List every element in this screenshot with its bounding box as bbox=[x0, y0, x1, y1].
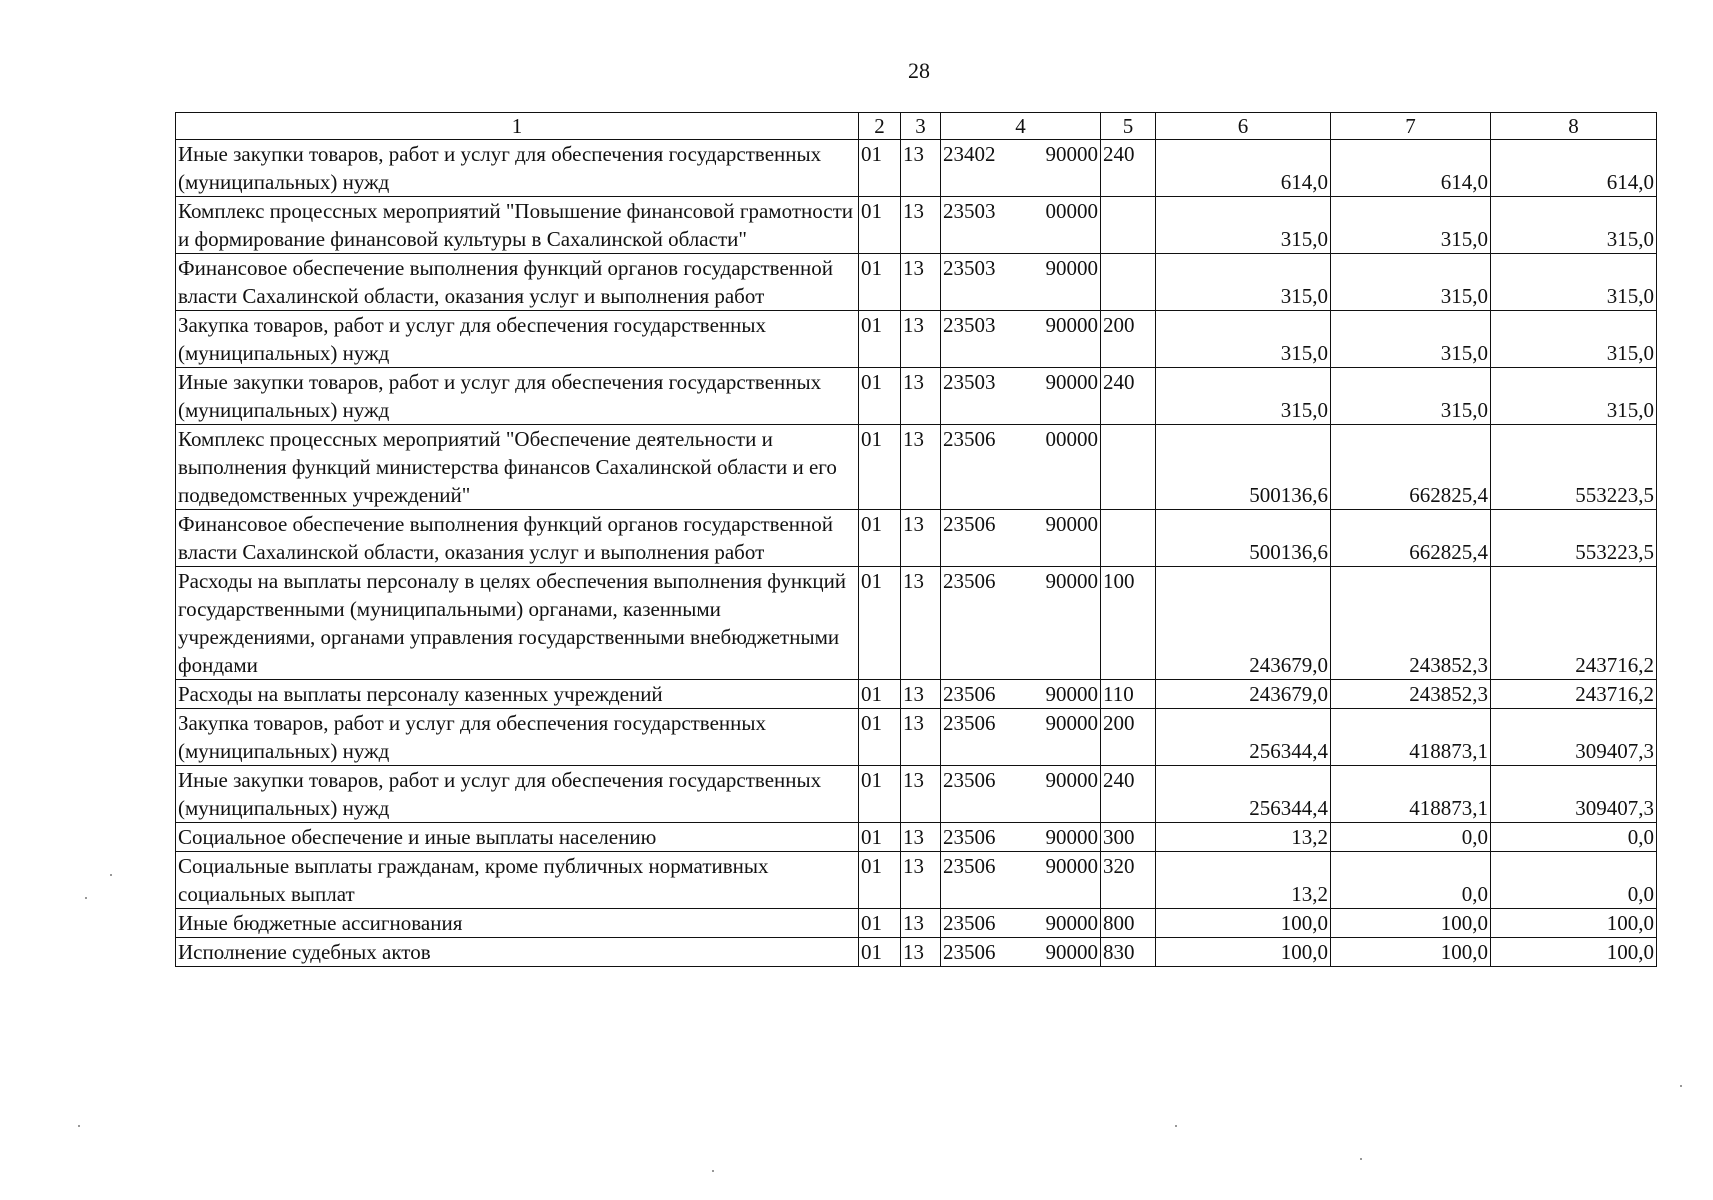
code-section: 01 bbox=[859, 709, 901, 766]
amount-col7: 0,0 bbox=[1331, 852, 1491, 909]
code-program: 23506 bbox=[943, 569, 996, 593]
scan-speck bbox=[85, 897, 87, 899]
code-direction: 90000 bbox=[1045, 569, 1098, 593]
code-subsection: 13 bbox=[901, 311, 941, 368]
table-row bbox=[176, 197, 1657, 254]
scan-speck bbox=[712, 1170, 714, 1172]
code-section: 01 bbox=[859, 311, 901, 368]
table-row bbox=[176, 140, 1657, 197]
table-row bbox=[176, 709, 1657, 766]
code-program: 23402 bbox=[943, 142, 996, 166]
header-cell: 1 bbox=[176, 113, 859, 140]
table-row bbox=[176, 567, 1657, 680]
code-direction: 90000 bbox=[1045, 825, 1098, 849]
amount-col7: 243852,3 bbox=[1331, 567, 1491, 680]
code-target-article bbox=[941, 709, 1101, 766]
row-name: Иные бюджетные ассигнования bbox=[176, 909, 859, 938]
code-section: 01 bbox=[859, 254, 901, 311]
amount-col7: 662825,4 bbox=[1331, 510, 1491, 567]
table-row bbox=[176, 680, 1657, 709]
code-expense-type: 320 bbox=[1101, 852, 1156, 909]
code-subsection: 13 bbox=[901, 823, 941, 852]
code-expense-type: 800 bbox=[1101, 909, 1156, 938]
code-direction: 90000 bbox=[1045, 682, 1098, 706]
code-direction: 90000 bbox=[1045, 256, 1098, 280]
amount-col6: 243679,0 bbox=[1156, 680, 1331, 709]
code-direction: 90000 bbox=[1045, 711, 1098, 735]
code-program: 23506 bbox=[943, 682, 996, 706]
code-expense-type bbox=[1101, 197, 1156, 254]
amount-col6: 614,0 bbox=[1156, 140, 1331, 197]
code-expense-type bbox=[1101, 254, 1156, 311]
scan-speck bbox=[1680, 1085, 1682, 1087]
amount-col6: 100,0 bbox=[1156, 938, 1331, 967]
code-section: 01 bbox=[859, 197, 901, 254]
code-expense-type: 110 bbox=[1101, 680, 1156, 709]
amount-col6: 500136,6 bbox=[1156, 425, 1331, 510]
code-direction: 00000 bbox=[1045, 199, 1098, 223]
code-direction: 90000 bbox=[1045, 313, 1098, 337]
code-section: 01 bbox=[859, 766, 901, 823]
amount-col8: 243716,2 bbox=[1491, 567, 1657, 680]
code-program: 23503 bbox=[943, 199, 996, 223]
amount-col7: 243852,3 bbox=[1331, 680, 1491, 709]
code-section: 01 bbox=[859, 425, 901, 510]
row-name: Закупка товаров, работ и услуг для обеспечения государственных (муниципальных) нужд bbox=[176, 709, 859, 766]
amount-col8: 0,0 bbox=[1491, 852, 1657, 909]
code-program: 23503 bbox=[943, 256, 996, 280]
amount-col6: 243679,0 bbox=[1156, 567, 1331, 680]
code-subsection: 13 bbox=[901, 938, 941, 967]
amount-col7: 315,0 bbox=[1331, 311, 1491, 368]
table-row bbox=[176, 510, 1657, 567]
amount-col6: 500136,6 bbox=[1156, 510, 1331, 567]
amount-col6: 256344,4 bbox=[1156, 766, 1331, 823]
code-expense-type: 100 bbox=[1101, 567, 1156, 680]
budget-table bbox=[175, 112, 1657, 967]
amount-col6: 315,0 bbox=[1156, 311, 1331, 368]
table-row bbox=[176, 909, 1657, 938]
page-number: 28 bbox=[908, 58, 930, 83]
header-cell: 3 bbox=[901, 113, 941, 140]
amount-col6: 315,0 bbox=[1156, 197, 1331, 254]
scan-speck bbox=[110, 874, 112, 876]
code-target-article bbox=[941, 254, 1101, 311]
amount-col7: 418873,1 bbox=[1331, 766, 1491, 823]
code-section: 01 bbox=[859, 368, 901, 425]
code-subsection: 13 bbox=[901, 852, 941, 909]
table-row bbox=[176, 311, 1657, 368]
code-program: 23506 bbox=[943, 512, 996, 536]
amount-col8: 243716,2 bbox=[1491, 680, 1657, 709]
amount-col7: 100,0 bbox=[1331, 909, 1491, 938]
table-row bbox=[176, 425, 1657, 510]
code-target-article bbox=[941, 823, 1101, 852]
code-target-article bbox=[941, 368, 1101, 425]
code-section: 01 bbox=[859, 823, 901, 852]
code-expense-type: 200 bbox=[1101, 311, 1156, 368]
code-target-article bbox=[941, 197, 1101, 254]
amount-col7: 418873,1 bbox=[1331, 709, 1491, 766]
code-program: 23506 bbox=[943, 911, 996, 935]
table-row bbox=[176, 938, 1657, 967]
code-program: 23506 bbox=[943, 711, 996, 735]
amount-col8: 0,0 bbox=[1491, 823, 1657, 852]
code-subsection: 13 bbox=[901, 766, 941, 823]
row-name: Расходы на выплаты персоналу казенных учреждений bbox=[176, 680, 859, 709]
code-expense-type bbox=[1101, 510, 1156, 567]
code-subsection: 13 bbox=[901, 140, 941, 197]
row-name: Закупка товаров, работ и услуг для обеспечения государственных (муниципальных) нужд bbox=[176, 311, 859, 368]
code-expense-type: 200 bbox=[1101, 709, 1156, 766]
code-expense-type: 240 bbox=[1101, 766, 1156, 823]
header-row bbox=[176, 113, 1657, 140]
row-name: Социальное обеспечение и иные выплаты населению bbox=[176, 823, 859, 852]
code-subsection: 13 bbox=[901, 680, 941, 709]
amount-col8: 100,0 bbox=[1491, 909, 1657, 938]
code-target-article bbox=[941, 311, 1101, 368]
scan-speck bbox=[1175, 1125, 1177, 1127]
header-cell: 7 bbox=[1331, 113, 1491, 140]
amount-col6: 315,0 bbox=[1156, 254, 1331, 311]
code-target-article bbox=[941, 680, 1101, 709]
header-cell: 6 bbox=[1156, 113, 1331, 140]
amount-col8: 100,0 bbox=[1491, 938, 1657, 967]
code-subsection: 13 bbox=[901, 254, 941, 311]
amount-col8: 309407,3 bbox=[1491, 709, 1657, 766]
amount-col8: 309407,3 bbox=[1491, 766, 1657, 823]
amount-col7: 662825,4 bbox=[1331, 425, 1491, 510]
amount-col6: 100,0 bbox=[1156, 909, 1331, 938]
code-subsection: 13 bbox=[901, 709, 941, 766]
code-program: 23506 bbox=[943, 940, 996, 964]
row-name: Исполнение судебных актов bbox=[176, 938, 859, 967]
header-cell: 4 bbox=[941, 113, 1101, 140]
code-subsection: 13 bbox=[901, 368, 941, 425]
code-target-article bbox=[941, 140, 1101, 197]
row-name: Расходы на выплаты персоналу в целях обеспечения выполнения функций государственными (муниципальными) органами, казенными учреждениями, органами управления государственными внебюджетными фондами bbox=[176, 567, 859, 680]
table-row bbox=[176, 254, 1657, 311]
code-subsection: 13 bbox=[901, 909, 941, 938]
row-name: Иные закупки товаров, работ и услуг для обеспечения государственных (муниципальных) нужд bbox=[176, 766, 859, 823]
amount-col8: 315,0 bbox=[1491, 254, 1657, 311]
amount-col7: 315,0 bbox=[1331, 197, 1491, 254]
code-section: 01 bbox=[859, 567, 901, 680]
amount-col8: 614,0 bbox=[1491, 140, 1657, 197]
amount-col7: 100,0 bbox=[1331, 938, 1491, 967]
code-subsection: 13 bbox=[901, 197, 941, 254]
amount-col7: 614,0 bbox=[1331, 140, 1491, 197]
scan-speck bbox=[78, 1125, 80, 1127]
amount-col7: 315,0 bbox=[1331, 254, 1491, 311]
row-name: Комплекс процессных мероприятий "Повышение финансовой грамотности и формирование финансовой культуры в Сахалинской области" bbox=[176, 197, 859, 254]
table-row bbox=[176, 823, 1657, 852]
code-direction: 90000 bbox=[1045, 370, 1098, 394]
scan-speck bbox=[1360, 1158, 1362, 1160]
code-direction: 90000 bbox=[1045, 768, 1098, 792]
amount-col8: 315,0 bbox=[1491, 197, 1657, 254]
code-program: 23506 bbox=[943, 427, 996, 451]
code-subsection: 13 bbox=[901, 425, 941, 510]
row-name: Финансовое обеспечение выполнения функций органов государственной власти Сахалинской области, оказания услуг и выполнения работ bbox=[176, 510, 859, 567]
code-program: 23506 bbox=[943, 854, 996, 878]
code-section: 01 bbox=[859, 680, 901, 709]
code-direction: 90000 bbox=[1045, 512, 1098, 536]
table-body bbox=[176, 140, 1657, 967]
row-name: Иные закупки товаров, работ и услуг для обеспечения государственных (муниципальных) нужд bbox=[176, 140, 859, 197]
amount-col8: 553223,5 bbox=[1491, 510, 1657, 567]
code-direction: 90000 bbox=[1045, 911, 1098, 935]
code-program: 23503 bbox=[943, 313, 996, 337]
code-target-article bbox=[941, 425, 1101, 510]
amount-col6: 256344,4 bbox=[1156, 709, 1331, 766]
header-cell: 8 bbox=[1491, 113, 1657, 140]
amount-col6: 315,0 bbox=[1156, 368, 1331, 425]
code-target-article bbox=[941, 852, 1101, 909]
table-row bbox=[176, 852, 1657, 909]
header-cell: 5 bbox=[1101, 113, 1156, 140]
code-target-article bbox=[941, 510, 1101, 567]
code-target-article bbox=[941, 938, 1101, 967]
code-direction: 00000 bbox=[1045, 427, 1098, 451]
amount-col7: 315,0 bbox=[1331, 368, 1491, 425]
code-section: 01 bbox=[859, 852, 901, 909]
code-program: 23506 bbox=[943, 768, 996, 792]
amount-col7: 0,0 bbox=[1331, 823, 1491, 852]
code-expense-type: 240 bbox=[1101, 140, 1156, 197]
code-section: 01 bbox=[859, 909, 901, 938]
code-target-article bbox=[941, 567, 1101, 680]
code-target-article bbox=[941, 909, 1101, 938]
code-program: 23506 bbox=[943, 825, 996, 849]
row-name: Финансовое обеспечение выполнения функций органов государственной власти Сахалинской области, оказания услуг и выполнения работ bbox=[176, 254, 859, 311]
row-name: Социальные выплаты гражданам, кроме публичных нормативных социальных выплат bbox=[176, 852, 859, 909]
code-expense-type: 830 bbox=[1101, 938, 1156, 967]
code-expense-type bbox=[1101, 425, 1156, 510]
amount-col6: 13,2 bbox=[1156, 852, 1331, 909]
row-name: Иные закупки товаров, работ и услуг для обеспечения государственных (муниципальных) нужд bbox=[176, 368, 859, 425]
table-row bbox=[176, 368, 1657, 425]
code-section: 01 bbox=[859, 140, 901, 197]
code-direction: 90000 bbox=[1045, 854, 1098, 878]
code-section: 01 bbox=[859, 510, 901, 567]
code-target-article bbox=[941, 766, 1101, 823]
code-program: 23503 bbox=[943, 370, 996, 394]
code-subsection: 13 bbox=[901, 567, 941, 680]
code-subsection: 13 bbox=[901, 510, 941, 567]
header-cell: 2 bbox=[859, 113, 901, 140]
code-section: 01 bbox=[859, 938, 901, 967]
code-expense-type: 240 bbox=[1101, 368, 1156, 425]
amount-col8: 553223,5 bbox=[1491, 425, 1657, 510]
code-expense-type: 300 bbox=[1101, 823, 1156, 852]
code-direction: 90000 bbox=[1045, 142, 1098, 166]
amount-col6: 13,2 bbox=[1156, 823, 1331, 852]
code-direction: 90000 bbox=[1045, 940, 1098, 964]
amount-col8: 315,0 bbox=[1491, 368, 1657, 425]
table-row bbox=[176, 766, 1657, 823]
row-name: Комплекс процессных мероприятий "Обеспечение деятельности и выполнения функций министерства финансов Сахалинской области и его подведомственных учреждений" bbox=[176, 425, 859, 510]
amount-col8: 315,0 bbox=[1491, 311, 1657, 368]
